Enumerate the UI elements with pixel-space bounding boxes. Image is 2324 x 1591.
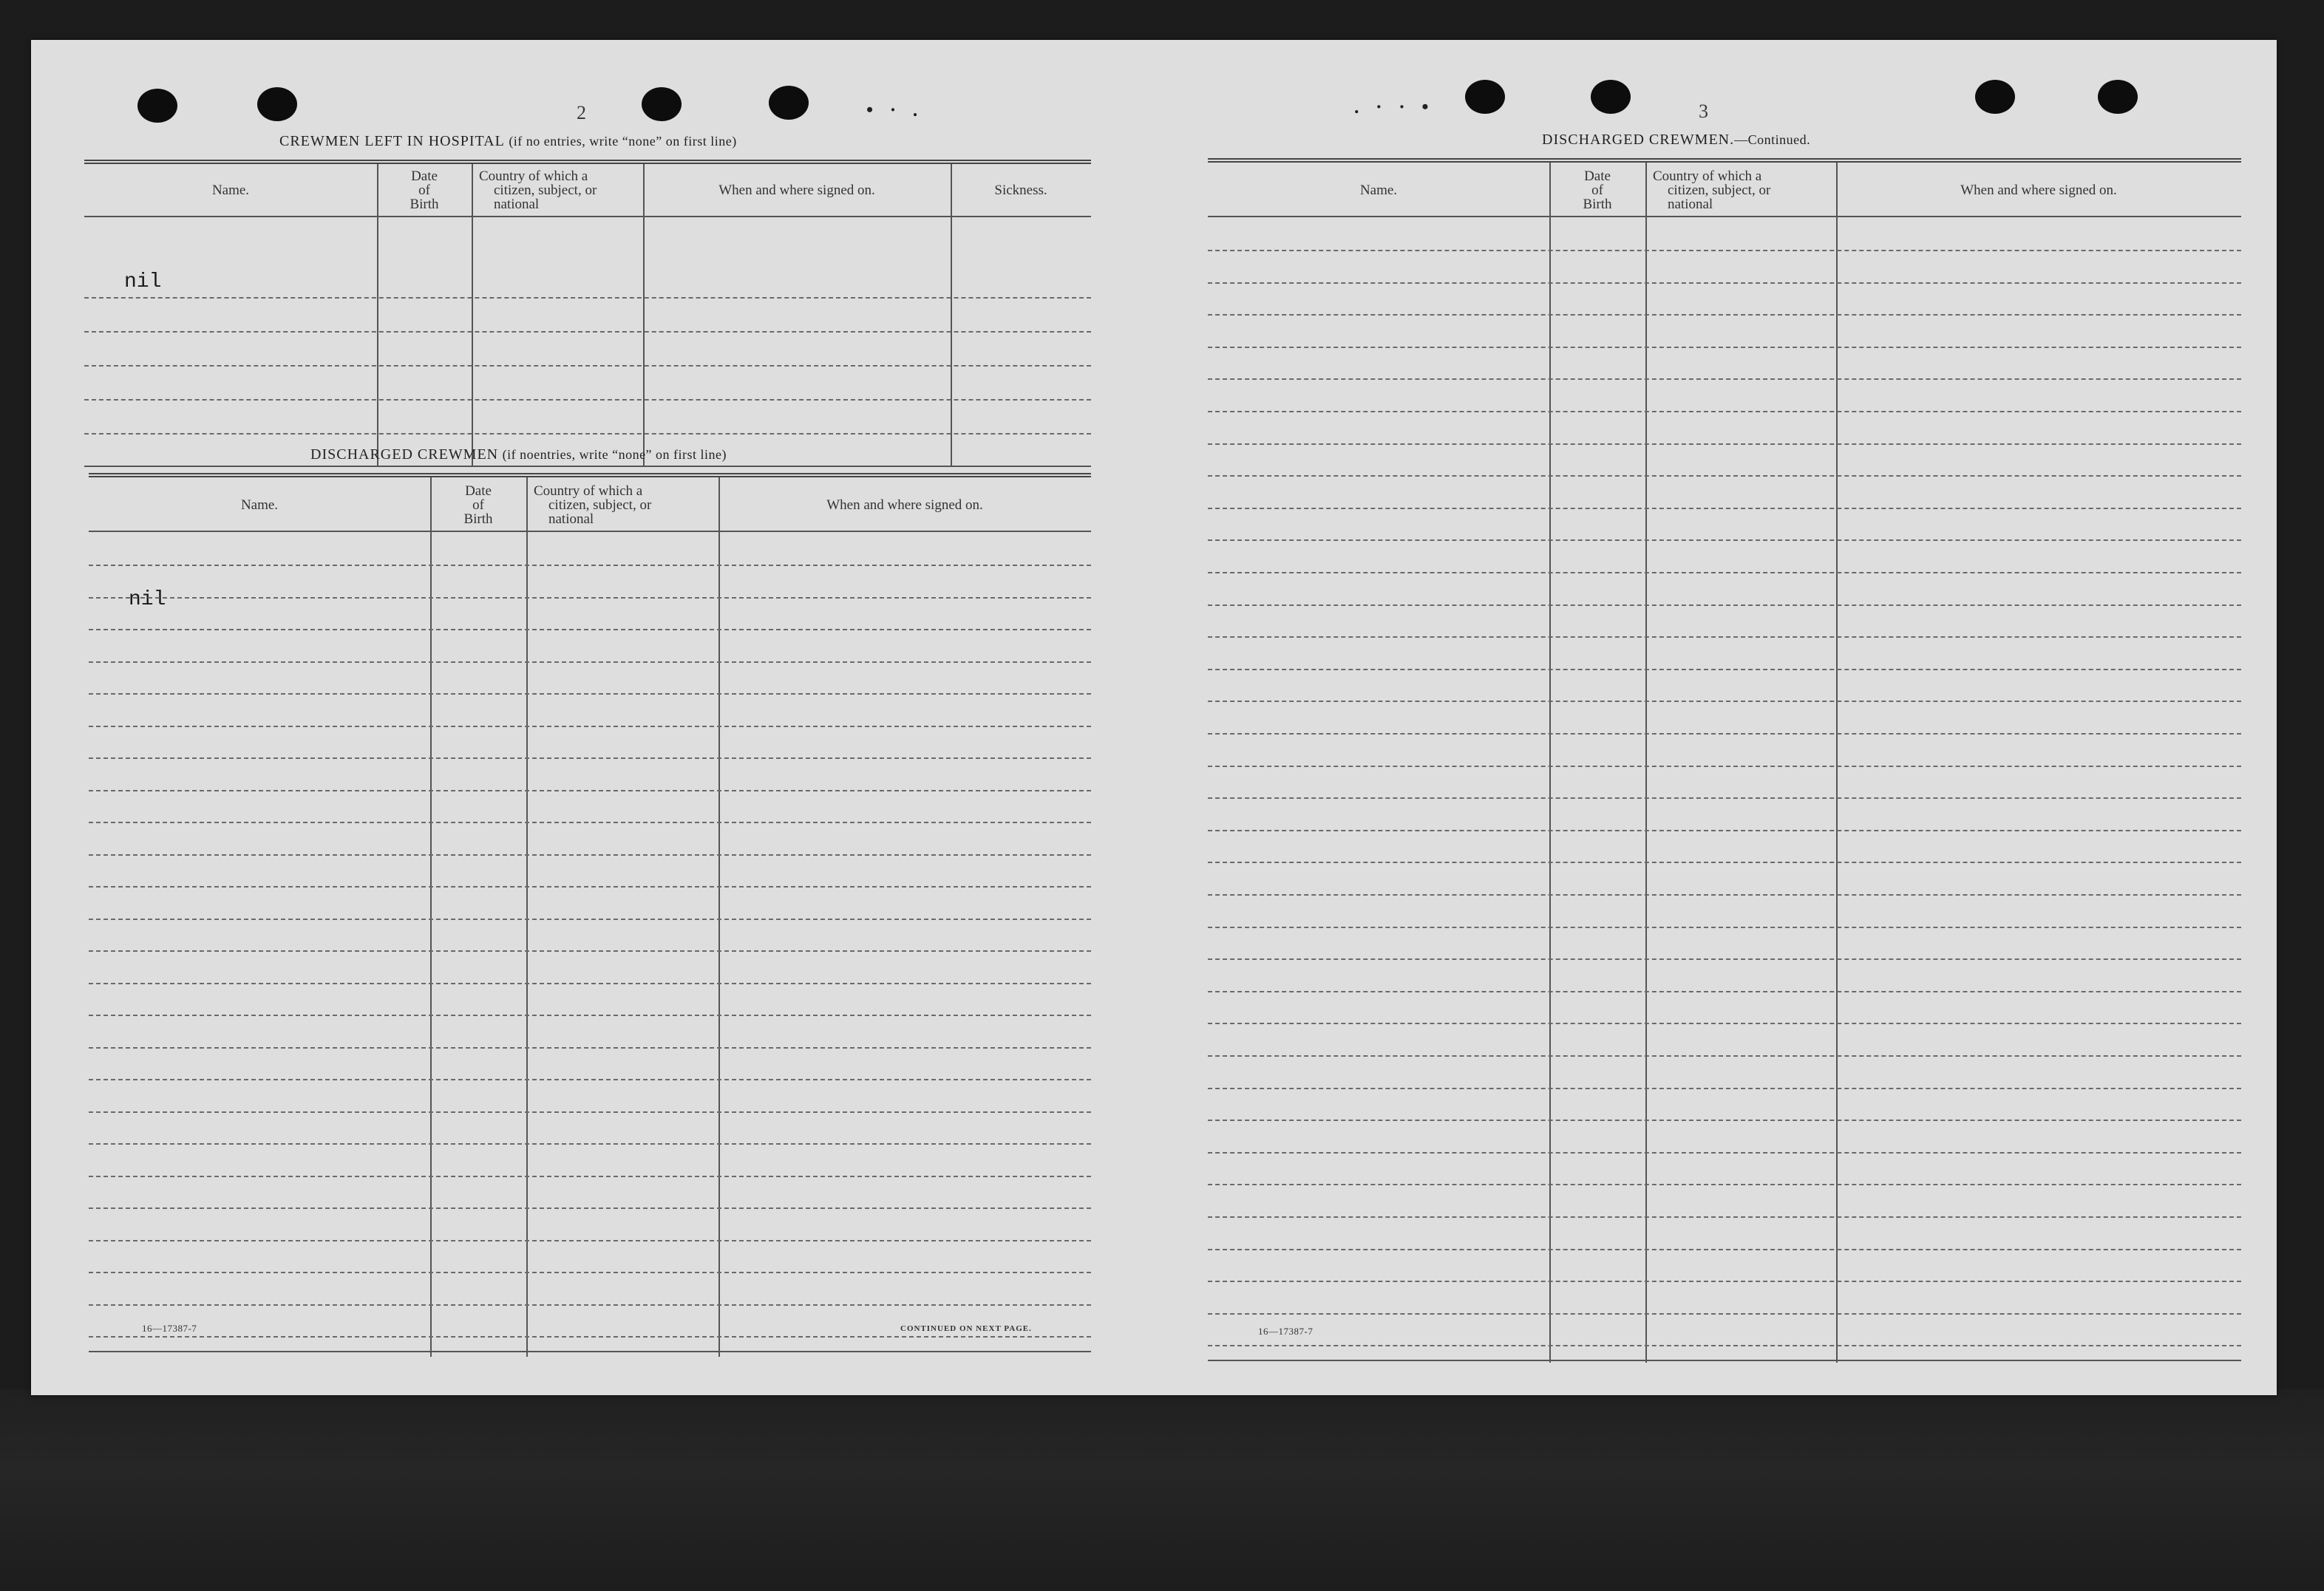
entry-row-line (89, 661, 1091, 663)
header-line: Date (411, 168, 438, 184)
punch-hole (1975, 80, 2015, 114)
discharged-title-note: (if noentries, write “none” on first line) (502, 447, 727, 462)
hospital-section-title (279, 133, 737, 150)
header-line: national (1668, 196, 1713, 212)
column-divider (1836, 163, 1838, 1363)
entry-row-line (1208, 1152, 2241, 1154)
entry-row-line (1208, 991, 2241, 992)
entry-row-line (1208, 733, 2241, 735)
punch-hole (769, 86, 809, 120)
punch-hole (642, 87, 682, 121)
header-line: Date (465, 483, 492, 499)
entry-row-line (1208, 1249, 2241, 1250)
entry-row-line (89, 1111, 1091, 1113)
table-top-rule (89, 473, 1091, 477)
entry-row-line (89, 1304, 1091, 1306)
entry-row-line (89, 1176, 1091, 1177)
table-top-rule (1208, 158, 2241, 163)
entry-row-line (1208, 508, 2241, 509)
header-line: citizen, subject, or (548, 497, 652, 513)
hospital-table (84, 160, 1091, 470)
entry-row-line (1208, 539, 2241, 541)
entry-row-line (1208, 1055, 2241, 1057)
entry-row-line (1208, 378, 2241, 380)
header-line: Date (1584, 168, 1611, 184)
entry-row-line (84, 365, 1091, 367)
discharged-continued-title-text: DISCHARGED CREWMEN. (1542, 132, 1735, 148)
column-header-country (472, 167, 643, 213)
entry-row-line (1208, 669, 2241, 670)
header-line: national (548, 511, 594, 527)
discharged-continued-table (1208, 158, 2241, 1366)
entry-row-line (1208, 314, 2241, 316)
hospital-title-note: (if no entries, write “none” on first line) (509, 134, 737, 149)
form-code-right: 16—17387-7 (1258, 1326, 1314, 1337)
table-top-rule (84, 160, 1091, 164)
entry-row-line (89, 1272, 1091, 1273)
page-number-left: 2 (577, 102, 586, 123)
entry-row-line (1208, 282, 2241, 284)
entry-row-line (89, 886, 1091, 888)
header-rule (84, 216, 1091, 217)
header-line: of (1591, 182, 1603, 198)
discharged-continued-title (1542, 132, 1810, 149)
entry-row-line (1208, 1345, 2241, 1346)
entry-row-line (89, 1015, 1091, 1016)
hospital-title-text: CREWMEN LEFT IN HOSPITAL (279, 133, 505, 149)
entry-row-line (89, 597, 1091, 599)
entry-row-line (84, 331, 1091, 333)
entry-row-line (89, 693, 1091, 695)
entry-row-line (89, 1143, 1091, 1145)
entry-row-line (1208, 1184, 2241, 1185)
table-bottom-rule (89, 1351, 1091, 1352)
header-rule (1208, 216, 2241, 217)
page-number-right: 3 (1699, 100, 1708, 122)
table-bottom-rule (1208, 1360, 2241, 1361)
entry-row-line (1208, 443, 2241, 445)
entry-row-line (1208, 572, 2241, 573)
discharged-entry: nil (129, 588, 166, 611)
discharged-title-text: DISCHARGED CREWMEN (310, 446, 499, 463)
entry-row-line (89, 629, 1091, 630)
punch-hole (2098, 80, 2138, 114)
table-bottom-rule (84, 466, 1091, 467)
entry-row-line (1208, 1313, 2241, 1315)
column-header-date-of-birth (1549, 167, 1645, 213)
entry-row-line (89, 950, 1091, 952)
entry-row-line (1208, 636, 2241, 638)
header-line: of (472, 497, 484, 513)
entry-row-line (84, 297, 1091, 299)
entry-row-line (1208, 766, 2241, 767)
entry-row-line (1208, 894, 2241, 896)
column-divider (430, 477, 432, 1357)
column-header-signed-on: When and where signed on. (1960, 182, 2117, 198)
entry-row-line (89, 822, 1091, 823)
header-line: Country of which a (479, 168, 588, 184)
entry-row-line (1208, 250, 2241, 251)
header-line: Country of which a (534, 483, 643, 499)
ink-specks: • · . (866, 99, 924, 120)
entry-row-line (89, 1207, 1091, 1209)
entry-row-line (1208, 604, 2241, 606)
column-divider (526, 477, 528, 1357)
header-rule (89, 531, 1091, 532)
entry-row-line (89, 919, 1091, 920)
entry-row-line (89, 565, 1091, 566)
header-line: national (494, 196, 540, 212)
entry-row-line (84, 433, 1091, 435)
column-divider (1645, 163, 1647, 1363)
punch-hole (257, 87, 297, 121)
entry-row-line (1208, 475, 2241, 477)
form-code-left: 16—17387-7 (142, 1323, 197, 1334)
entry-row-line (89, 1047, 1091, 1049)
entry-row-line (89, 726, 1091, 727)
column-header-country (526, 482, 718, 528)
document-sheet (31, 40, 2277, 1395)
entry-row-line (1208, 830, 2241, 831)
entry-row-line (89, 1079, 1091, 1080)
column-header-sickness: Sickness. (994, 182, 1047, 198)
entry-row-line (1208, 1023, 2241, 1024)
punch-hole (1591, 80, 1631, 114)
hospital-entry: nil (124, 270, 162, 293)
entry-row-line (89, 1240, 1091, 1241)
entry-row-line (1208, 797, 2241, 799)
punch-hole (1465, 80, 1505, 114)
header-line: Country of which a (1653, 168, 1762, 184)
punch-hole (137, 89, 177, 123)
scanner-background (0, 1389, 2324, 1591)
discharged-section-title (310, 446, 727, 463)
entry-row-line (1208, 862, 2241, 863)
header-line: citizen, subject, or (494, 182, 597, 198)
entry-row-line (1208, 1281, 2241, 1282)
entry-row-line (1208, 347, 2241, 348)
entry-row-line (1208, 1120, 2241, 1121)
entry-row-line (89, 854, 1091, 856)
entry-row-line (89, 983, 1091, 984)
column-header-date-of-birth (430, 482, 526, 528)
entry-row-line (1208, 1088, 2241, 1089)
discharged-continued-title-note: —Continued. (1734, 132, 1811, 147)
header-line: Birth (410, 196, 439, 212)
column-header-signed-on: When and where signed on. (718, 182, 875, 198)
entry-row-line (1208, 927, 2241, 928)
entry-row-line (1208, 701, 2241, 702)
header-line: citizen, subject, or (1668, 182, 1771, 198)
entry-row-line (1208, 958, 2241, 960)
column-divider (1549, 163, 1551, 1363)
entry-row-line (1208, 411, 2241, 412)
entry-row-line (84, 399, 1091, 401)
column-header-name: Name. (1359, 182, 1398, 198)
header-line: of (418, 182, 430, 198)
entry-row-line (89, 790, 1091, 791)
column-header-date-of-birth (377, 167, 472, 213)
entry-row-line (1208, 1216, 2241, 1218)
entry-row-line (89, 1336, 1091, 1338)
header-line: Birth (463, 511, 493, 527)
column-divider (718, 477, 720, 1357)
ink-specks: . · · • (1354, 96, 1435, 117)
discharged-table (89, 473, 1091, 1357)
column-header-country (1645, 167, 1836, 213)
column-header-name: Name. (211, 182, 250, 198)
header-line: Birth (1583, 196, 1612, 212)
column-header-name: Name. (240, 497, 279, 513)
entry-row-line (89, 757, 1091, 759)
column-header-signed-on: When and where signed on. (826, 497, 983, 513)
continued-note: CONTINUED ON NEXT PAGE. (900, 1324, 1032, 1333)
